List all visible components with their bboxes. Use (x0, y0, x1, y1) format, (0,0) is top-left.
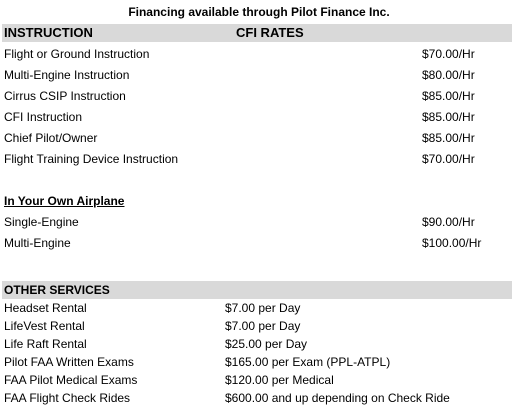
service-row-label: Pilot FAA Written Exams (4, 355, 134, 369)
rate-row-label: Multi-Engine (4, 236, 71, 250)
service-row (0, 300, 518, 318)
rate-row (0, 151, 518, 169)
rate-row (0, 214, 518, 232)
service-row-value: $7.00 per Day (225, 301, 301, 315)
service-row (0, 318, 518, 336)
rate-row-label: CFI Instruction (4, 110, 83, 124)
service-row-label: LifeVest Rental (4, 319, 85, 333)
service-row (0, 336, 518, 354)
cfi-rates-header-label: CFI RATES (236, 25, 304, 40)
page-title: Financing available through Pilot Finance Inc. (128, 5, 390, 19)
other-services-header-bar (2, 281, 512, 299)
service-row-label: Life Raft Rental (4, 337, 87, 351)
service-row (0, 372, 518, 390)
service-row-value: $120.00 per Medical (225, 373, 334, 387)
own-airplane-heading: In Your Own Airplane (4, 194, 125, 208)
service-row-label: FAA Flight Check Rides (4, 391, 131, 405)
rate-row (0, 235, 518, 253)
rate-row-label: Single-Engine (4, 215, 79, 229)
service-row-label: FAA Pilot Medical Exams (4, 373, 138, 387)
rate-row (0, 130, 518, 148)
rate-row-value: $100.00/Hr (422, 236, 482, 250)
instruction-header-label: INSTRUCTION (4, 25, 93, 40)
rate-row (0, 109, 518, 127)
rate-row-value: $70.00/Hr (422, 47, 475, 61)
rate-row-value: $80.00/Hr (422, 68, 475, 82)
rate-row-label: Cirrus CSIP Instruction (4, 89, 126, 103)
rate-row-value: $90.00/Hr (422, 215, 475, 229)
service-row (0, 390, 518, 408)
service-row-label: Headset Rental (4, 301, 87, 315)
rate-row-value: $70.00/Hr (422, 152, 475, 166)
other-services-header-label: OTHER SERVICES (4, 283, 110, 297)
rate-row-value: $85.00/Hr (422, 110, 475, 124)
instruction-header-bar (2, 24, 512, 42)
service-row-value: $165.00 per Exam (PPL-ATPL) (225, 355, 391, 369)
service-row (0, 354, 518, 372)
rate-row-value: $85.00/Hr (422, 131, 475, 145)
service-row-value: $600.00 and up depending on Check Ride (225, 391, 450, 405)
service-row-value: $25.00 per Day (225, 337, 308, 351)
rate-row-label: Multi-Engine Instruction (4, 68, 130, 82)
rate-row-label: Chief Pilot/Owner (4, 131, 98, 145)
rate-row-label: Flight or Ground Instruction (4, 47, 150, 61)
service-row-value: $7.00 per Day (225, 319, 301, 333)
rate-row (0, 88, 518, 106)
rate-row (0, 67, 518, 85)
rate-row-value: $85.00/Hr (422, 89, 475, 103)
rate-row-label: Flight Training Device Instruction (4, 152, 179, 166)
rate-row (0, 46, 518, 64)
